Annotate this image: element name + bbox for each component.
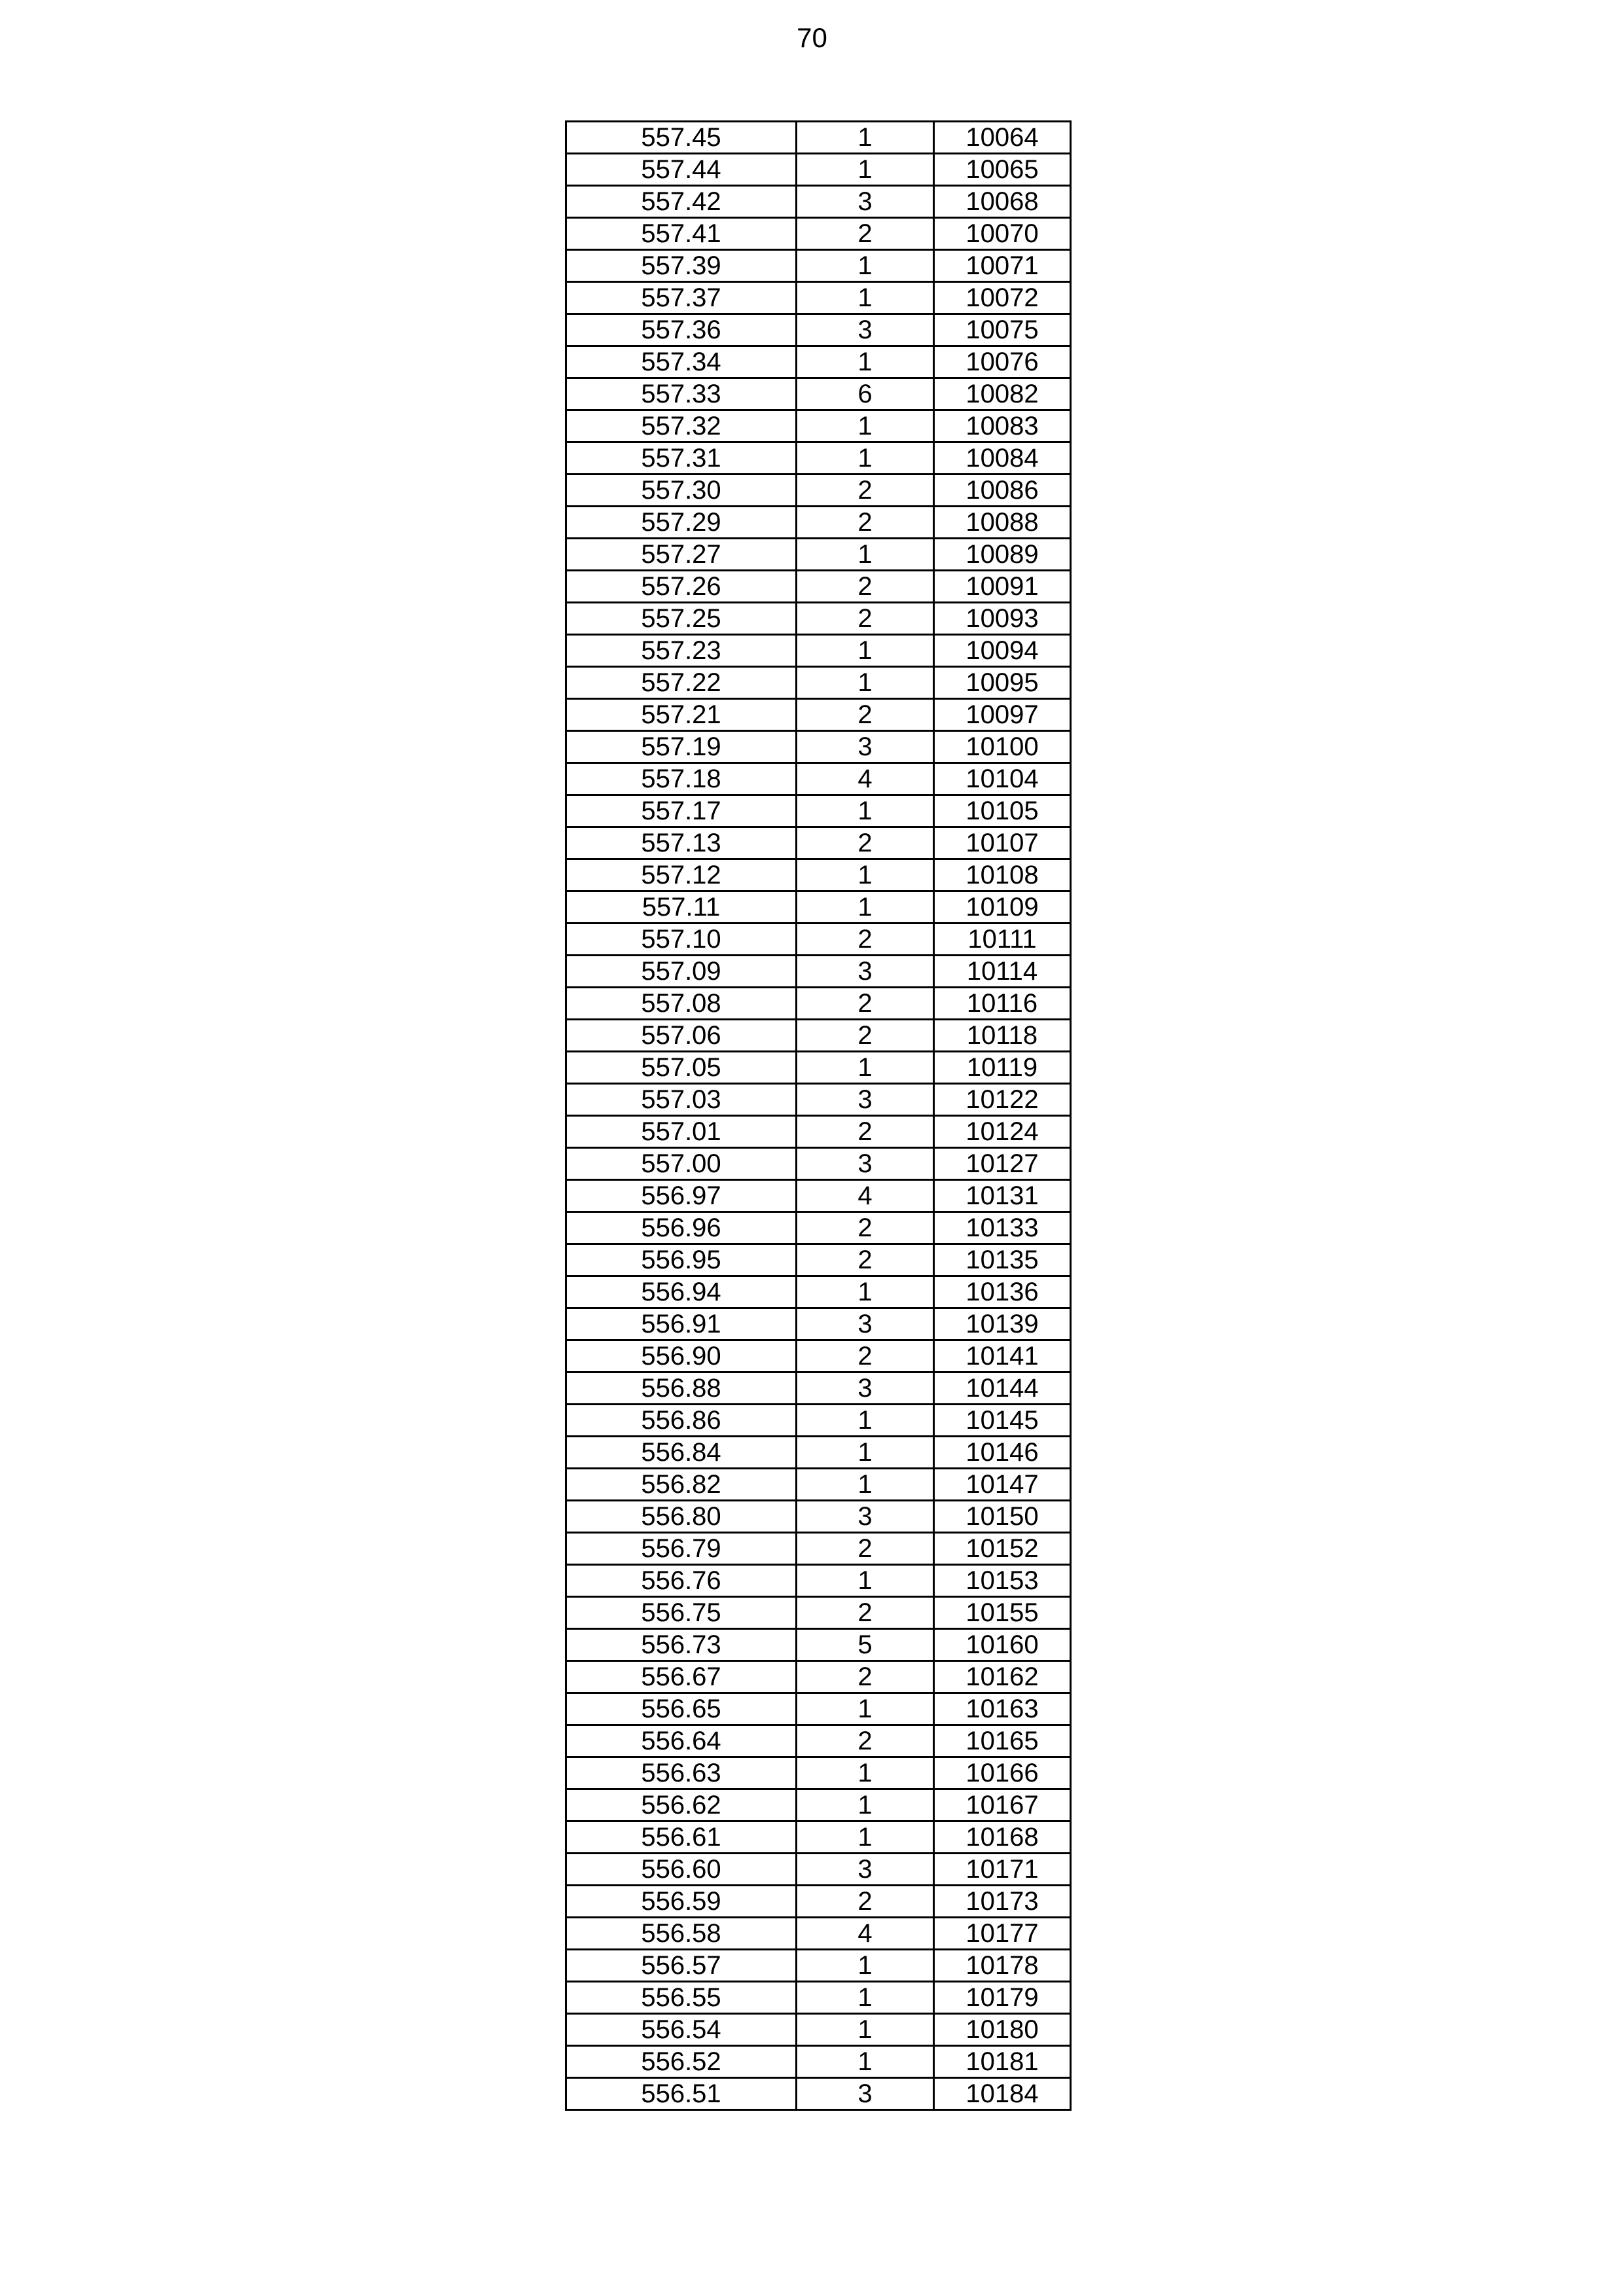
table-row [566, 1693, 1071, 1725]
cumulative-cell: 10071 [934, 250, 1071, 282]
table-row [566, 2078, 1071, 2110]
cumulative-cell: 10165 [934, 1725, 1071, 1757]
count-cell: 1 [797, 539, 934, 571]
value-cell: 557.37 [566, 282, 797, 314]
table-row [566, 1276, 1071, 1308]
count-cell: 1 [797, 410, 934, 442]
value-cell: 556.64 [566, 1725, 797, 1757]
value-cell: 557.25 [566, 603, 797, 635]
table-row [566, 1020, 1071, 1052]
table-row [566, 988, 1071, 1020]
count-cell: 1 [797, 1565, 934, 1597]
cumulative-cell: 10100 [934, 731, 1071, 763]
table-row [566, 2014, 1071, 2046]
count-cell: 1 [797, 1276, 934, 1308]
table-row [566, 282, 1071, 314]
table-row [566, 795, 1071, 827]
count-cell: 2 [797, 827, 934, 859]
table-row [566, 1918, 1071, 1950]
value-cell: 557.19 [566, 731, 797, 763]
table-row [566, 1116, 1071, 1148]
count-cell: 1 [797, 1437, 934, 1469]
count-cell: 2 [797, 1340, 934, 1372]
table-row [566, 731, 1071, 763]
cumulative-cell: 10124 [934, 1116, 1071, 1148]
cumulative-cell: 10179 [934, 1982, 1071, 2014]
value-cell: 556.90 [566, 1340, 797, 1372]
table-row [566, 1501, 1071, 1533]
table-row [566, 1212, 1071, 1244]
cumulative-cell: 10173 [934, 1886, 1071, 1918]
cumulative-cell: 10075 [934, 314, 1071, 346]
count-cell: 1 [797, 1469, 934, 1501]
cumulative-cell: 10160 [934, 1629, 1071, 1661]
table-row [566, 507, 1071, 539]
count-cell: 1 [797, 2046, 934, 2078]
count-cell: 1 [797, 282, 934, 314]
count-cell: 2 [797, 1597, 934, 1629]
value-cell: 557.45 [566, 122, 797, 154]
table-row [566, 218, 1071, 250]
value-cell: 556.57 [566, 1950, 797, 1982]
table-row [566, 1372, 1071, 1405]
value-cell: 557.10 [566, 924, 797, 956]
value-cell: 556.75 [566, 1597, 797, 1629]
cumulative-cell: 10131 [934, 1180, 1071, 1212]
value-cell: 556.91 [566, 1308, 797, 1340]
count-cell: 2 [797, 603, 934, 635]
value-cell: 556.88 [566, 1372, 797, 1405]
cumulative-cell: 10127 [934, 1148, 1071, 1180]
table-row [566, 1340, 1071, 1372]
table-row [566, 378, 1071, 410]
data-table [565, 120, 1072, 2111]
table-row [566, 1084, 1071, 1116]
count-cell: 3 [797, 1308, 934, 1340]
table-row [566, 2046, 1071, 2078]
count-cell: 2 [797, 699, 934, 731]
value-cell: 556.84 [566, 1437, 797, 1469]
count-cell: 2 [797, 1533, 934, 1565]
cumulative-cell: 10144 [934, 1372, 1071, 1405]
cumulative-cell: 10167 [934, 1789, 1071, 1821]
table-row [566, 1437, 1071, 1469]
table-row [566, 956, 1071, 988]
table-row [566, 1982, 1071, 2014]
cumulative-cell: 10089 [934, 539, 1071, 571]
count-cell: 3 [797, 1854, 934, 1886]
count-cell: 3 [797, 956, 934, 988]
table-row [566, 1469, 1071, 1501]
table-row [566, 1565, 1071, 1597]
count-cell: 2 [797, 1244, 934, 1276]
count-cell: 1 [797, 1950, 934, 1982]
count-cell: 2 [797, 1661, 934, 1693]
value-cell: 556.76 [566, 1565, 797, 1597]
table-row [566, 539, 1071, 571]
table-row [566, 924, 1071, 956]
count-cell: 3 [797, 2078, 934, 2110]
count-cell: 3 [797, 1084, 934, 1116]
cumulative-cell: 10107 [934, 827, 1071, 859]
value-cell: 556.59 [566, 1886, 797, 1918]
table-row [566, 1148, 1071, 1180]
cumulative-cell: 10097 [934, 699, 1071, 731]
value-cell: 556.82 [566, 1469, 797, 1501]
table-row [566, 1725, 1071, 1757]
count-cell: 1 [797, 635, 934, 667]
table-row [566, 1180, 1071, 1212]
cumulative-cell: 10118 [934, 1020, 1071, 1052]
cumulative-cell: 10166 [934, 1757, 1071, 1789]
cumulative-cell: 10108 [934, 859, 1071, 891]
value-cell: 557.22 [566, 667, 797, 699]
cumulative-cell: 10119 [934, 1052, 1071, 1084]
table-row [566, 763, 1071, 795]
count-cell: 5 [797, 1629, 934, 1661]
cumulative-cell: 10076 [934, 346, 1071, 378]
table-row [566, 475, 1071, 507]
cumulative-cell: 10139 [934, 1308, 1071, 1340]
cumulative-cell: 10064 [934, 122, 1071, 154]
cumulative-cell: 10163 [934, 1693, 1071, 1725]
table-row [566, 859, 1071, 891]
value-cell: 557.00 [566, 1148, 797, 1180]
cumulative-cell: 10082 [934, 378, 1071, 410]
count-cell: 2 [797, 988, 934, 1020]
value-cell: 556.95 [566, 1244, 797, 1276]
count-cell: 2 [797, 1886, 934, 1918]
value-cell: 557.42 [566, 186, 797, 218]
table-row [566, 122, 1071, 154]
value-cell: 557.01 [566, 1116, 797, 1148]
value-cell: 556.94 [566, 1276, 797, 1308]
table-row [566, 314, 1071, 346]
value-cell: 556.73 [566, 1629, 797, 1661]
count-cell: 1 [797, 122, 934, 154]
table-body [566, 122, 1071, 2110]
table-row [566, 250, 1071, 282]
cumulative-cell: 10168 [934, 1821, 1071, 1854]
value-cell: 556.96 [566, 1212, 797, 1244]
table-row [566, 1789, 1071, 1821]
count-cell: 1 [797, 1693, 934, 1725]
count-cell: 3 [797, 186, 934, 218]
cumulative-cell: 10181 [934, 2046, 1071, 2078]
cumulative-cell: 10070 [934, 218, 1071, 250]
count-cell: 3 [797, 731, 934, 763]
count-cell: 2 [797, 218, 934, 250]
value-cell: 557.26 [566, 571, 797, 603]
table-row [566, 571, 1071, 603]
cumulative-cell: 10162 [934, 1661, 1071, 1693]
table-row [566, 1244, 1071, 1276]
value-cell: 556.67 [566, 1661, 797, 1693]
value-cell: 557.11 [566, 891, 797, 924]
cumulative-cell: 10152 [934, 1533, 1071, 1565]
cumulative-cell: 10104 [934, 763, 1071, 795]
count-cell: 1 [797, 1757, 934, 1789]
cumulative-cell: 10094 [934, 635, 1071, 667]
table-row [566, 410, 1071, 442]
count-cell: 2 [797, 924, 934, 956]
value-cell: 557.05 [566, 1052, 797, 1084]
cumulative-cell: 10116 [934, 988, 1071, 1020]
count-cell: 1 [797, 1821, 934, 1854]
table-row [566, 827, 1071, 859]
table-row [566, 699, 1071, 731]
cumulative-cell: 10150 [934, 1501, 1071, 1533]
value-cell: 557.13 [566, 827, 797, 859]
value-cell: 557.36 [566, 314, 797, 346]
value-cell: 557.17 [566, 795, 797, 827]
count-cell: 3 [797, 1501, 934, 1533]
value-cell: 556.54 [566, 2014, 797, 2046]
table-row [566, 603, 1071, 635]
count-cell: 4 [797, 763, 934, 795]
count-cell: 1 [797, 2014, 934, 2046]
cumulative-cell: 10072 [934, 282, 1071, 314]
table-row [566, 1854, 1071, 1886]
table-row [566, 891, 1071, 924]
cumulative-cell: 10141 [934, 1340, 1071, 1372]
cumulative-cell: 10180 [934, 2014, 1071, 2046]
cumulative-cell: 10105 [934, 795, 1071, 827]
table-row [566, 1597, 1071, 1629]
value-cell: 557.27 [566, 539, 797, 571]
value-cell: 556.65 [566, 1693, 797, 1725]
value-cell: 557.08 [566, 988, 797, 1020]
cumulative-cell: 10155 [934, 1597, 1071, 1629]
cumulative-cell: 10093 [934, 603, 1071, 635]
cumulative-cell: 10084 [934, 442, 1071, 475]
value-cell: 556.55 [566, 1982, 797, 2014]
value-cell: 557.30 [566, 475, 797, 507]
count-cell: 1 [797, 1982, 934, 2014]
table-row [566, 154, 1071, 186]
count-cell: 1 [797, 1789, 934, 1821]
value-cell: 557.33 [566, 378, 797, 410]
count-cell: 6 [797, 378, 934, 410]
cumulative-cell: 10146 [934, 1437, 1071, 1469]
cumulative-cell: 10088 [934, 507, 1071, 539]
table-row [566, 1629, 1071, 1661]
cumulative-cell: 10178 [934, 1950, 1071, 1982]
value-cell: 557.32 [566, 410, 797, 442]
value-cell: 557.06 [566, 1020, 797, 1052]
cumulative-cell: 10135 [934, 1244, 1071, 1276]
value-cell: 556.52 [566, 2046, 797, 2078]
cumulative-cell: 10065 [934, 154, 1071, 186]
table-row [566, 1052, 1071, 1084]
cumulative-cell: 10095 [934, 667, 1071, 699]
count-cell: 2 [797, 1725, 934, 1757]
cumulative-cell: 10171 [934, 1854, 1071, 1886]
count-cell: 1 [797, 154, 934, 186]
count-cell: 4 [797, 1180, 934, 1212]
cumulative-cell: 10136 [934, 1276, 1071, 1308]
count-cell: 3 [797, 1372, 934, 1405]
cumulative-cell: 10109 [934, 891, 1071, 924]
value-cell: 557.34 [566, 346, 797, 378]
count-cell: 1 [797, 891, 934, 924]
table-row [566, 1886, 1071, 1918]
value-cell: 557.03 [566, 1084, 797, 1116]
table-row [566, 1533, 1071, 1565]
count-cell: 1 [797, 250, 934, 282]
count-cell: 4 [797, 1918, 934, 1950]
value-cell: 557.29 [566, 507, 797, 539]
table-row [566, 1821, 1071, 1854]
cumulative-cell: 10111 [934, 924, 1071, 956]
value-cell: 557.12 [566, 859, 797, 891]
count-cell: 3 [797, 314, 934, 346]
value-cell: 557.31 [566, 442, 797, 475]
table-row [566, 1950, 1071, 1982]
count-cell: 1 [797, 442, 934, 475]
count-cell: 1 [797, 859, 934, 891]
value-cell: 556.63 [566, 1757, 797, 1789]
table-row [566, 1405, 1071, 1437]
count-cell: 1 [797, 667, 934, 699]
value-cell: 557.09 [566, 956, 797, 988]
page-number: 70 [797, 22, 827, 53]
count-cell: 2 [797, 507, 934, 539]
count-cell: 2 [797, 1212, 934, 1244]
cumulative-cell: 10177 [934, 1918, 1071, 1950]
value-cell: 556.97 [566, 1180, 797, 1212]
table-row [566, 346, 1071, 378]
cumulative-cell: 10083 [934, 410, 1071, 442]
table-row [566, 186, 1071, 218]
value-cell: 557.23 [566, 635, 797, 667]
cumulative-cell: 10153 [934, 1565, 1071, 1597]
count-cell: 2 [797, 475, 934, 507]
cumulative-cell: 10122 [934, 1084, 1071, 1116]
count-cell: 1 [797, 795, 934, 827]
table-row [566, 1661, 1071, 1693]
table-row [566, 667, 1071, 699]
count-cell: 2 [797, 1116, 934, 1148]
count-cell: 1 [797, 346, 934, 378]
table-row [566, 1308, 1071, 1340]
value-cell: 557.44 [566, 154, 797, 186]
cumulative-cell: 10145 [934, 1405, 1071, 1437]
value-cell: 557.41 [566, 218, 797, 250]
count-cell: 1 [797, 1052, 934, 1084]
value-cell: 556.51 [566, 2078, 797, 2110]
count-cell: 2 [797, 571, 934, 603]
value-cell: 556.61 [566, 1821, 797, 1854]
cumulative-cell: 10184 [934, 2078, 1071, 2110]
count-cell: 2 [797, 1020, 934, 1052]
cumulative-cell: 10091 [934, 571, 1071, 603]
cumulative-cell: 10114 [934, 956, 1071, 988]
value-cell: 557.39 [566, 250, 797, 282]
table-row [566, 442, 1071, 475]
value-cell: 556.79 [566, 1533, 797, 1565]
value-cell: 556.80 [566, 1501, 797, 1533]
table-row [566, 635, 1071, 667]
value-cell: 556.60 [566, 1854, 797, 1886]
value-cell: 557.21 [566, 699, 797, 731]
cumulative-cell: 10147 [934, 1469, 1071, 1501]
cumulative-cell: 10086 [934, 475, 1071, 507]
value-cell: 556.86 [566, 1405, 797, 1437]
count-cell: 1 [797, 1405, 934, 1437]
count-cell: 3 [797, 1148, 934, 1180]
table-row [566, 1757, 1071, 1789]
cumulative-cell: 10068 [934, 186, 1071, 218]
value-cell: 556.58 [566, 1918, 797, 1950]
value-cell: 556.62 [566, 1789, 797, 1821]
value-cell: 557.18 [566, 763, 797, 795]
cumulative-cell: 10133 [934, 1212, 1071, 1244]
